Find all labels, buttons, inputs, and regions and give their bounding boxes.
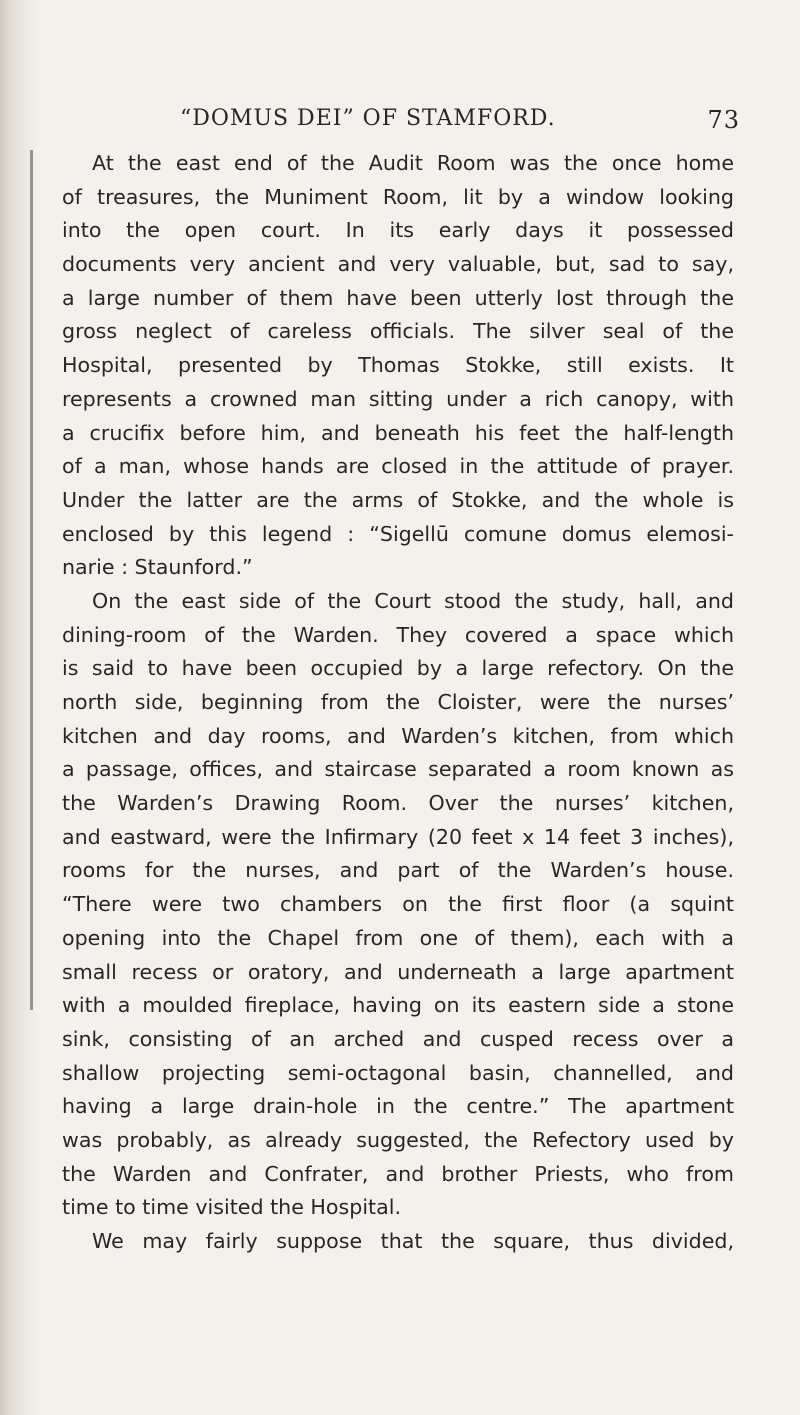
text-line: On the east side of the Court stood the study, hall, and <box>92 588 734 613</box>
text-line: a passage, offices, and staircase separated a room known as <box>62 757 734 782</box>
text-line: “There were two chambers on the first floor (a squint <box>62 892 734 917</box>
text-line: shallow projecting semi-octagonal basin, channelled, and <box>62 1060 734 1085</box>
text-line: north side, beginning from the Cloister, were the nurses’ <box>62 690 734 714</box>
text-line: a crucifix before him, and beneath his feet the half-length <box>62 420 734 445</box>
body-text <box>62 147 734 1259</box>
page-number: 73 <box>707 106 740 134</box>
text-line: kitchen and day rooms, and Warden’s kitchen, from which <box>62 723 734 748</box>
running-title: “DOMUS DEI” OF STAMFORD. <box>180 106 556 131</box>
text-line: having a large drain-hole in the centre.” The apartment <box>62 1094 734 1119</box>
text-line: represents a crowned man sitting under a rich canopy, with <box>62 386 734 411</box>
text-line: narie : Staunford.” <box>62 555 253 580</box>
text-line: time to time visited the Hospital. <box>62 1195 402 1220</box>
text-line: sink, consisting of an arched and cusped recess over a <box>62 1026 734 1051</box>
text-line: We may fairly suppose that the square, thus divided, <box>92 1229 734 1253</box>
text-line: is said to have been occupied by a large refectory. On the <box>62 656 734 681</box>
text-line: small recess or oratory, and underneath a large apartment <box>62 959 734 984</box>
text-line: At the east end of the Audit Room was the once home <box>92 151 734 175</box>
text-line: and eastward, were the Infirmary (20 feet x 14 feet 3 inches), <box>62 824 734 849</box>
text-line: of treasures, the Muniment Room, lit by a window looking <box>62 184 734 209</box>
text-line: documents very ancient and very valuable, but, sad to say, <box>62 252 734 277</box>
text-line: of a man, whose hands are closed in the attitude of prayer. <box>62 454 734 479</box>
text-line: a large number of them have been utterly lost through the <box>62 285 734 310</box>
text-line: the Warden and Confrater, and brother Priests, who from <box>62 1161 734 1186</box>
text-line: Under the latter are the arms of Stokke, and the whole is <box>62 487 734 512</box>
text-line: dining-room of the Warden. They covered a space which <box>62 622 734 647</box>
text-line: the Warden’s Drawing Room. Over the nurses’ kitchen, <box>62 791 734 816</box>
text-line: gross neglect of careless officials. The silver seal of the <box>62 319 734 344</box>
binding-shadow-line <box>30 150 33 1010</box>
text-line: was probably, as already suggested, the Refectory used by <box>62 1127 734 1152</box>
text-line: enclosed by this legend : “Sigellū comune domus elemosi- <box>62 521 734 546</box>
text-line: Hospital, presented by Thomas Stokke, still exists. It <box>62 353 734 378</box>
text-line: rooms for the nurses, and part of the Warden’s house. <box>62 858 734 883</box>
page-binding-edge <box>0 0 40 1415</box>
text-line: into the open court. In its early days it possessed <box>62 218 734 243</box>
text-line: opening into the Chapel from one of them), each with a <box>62 925 734 950</box>
page-header <box>180 106 740 140</box>
text-line: with a moulded fireplace, having on its eastern side a stone <box>62 993 734 1018</box>
